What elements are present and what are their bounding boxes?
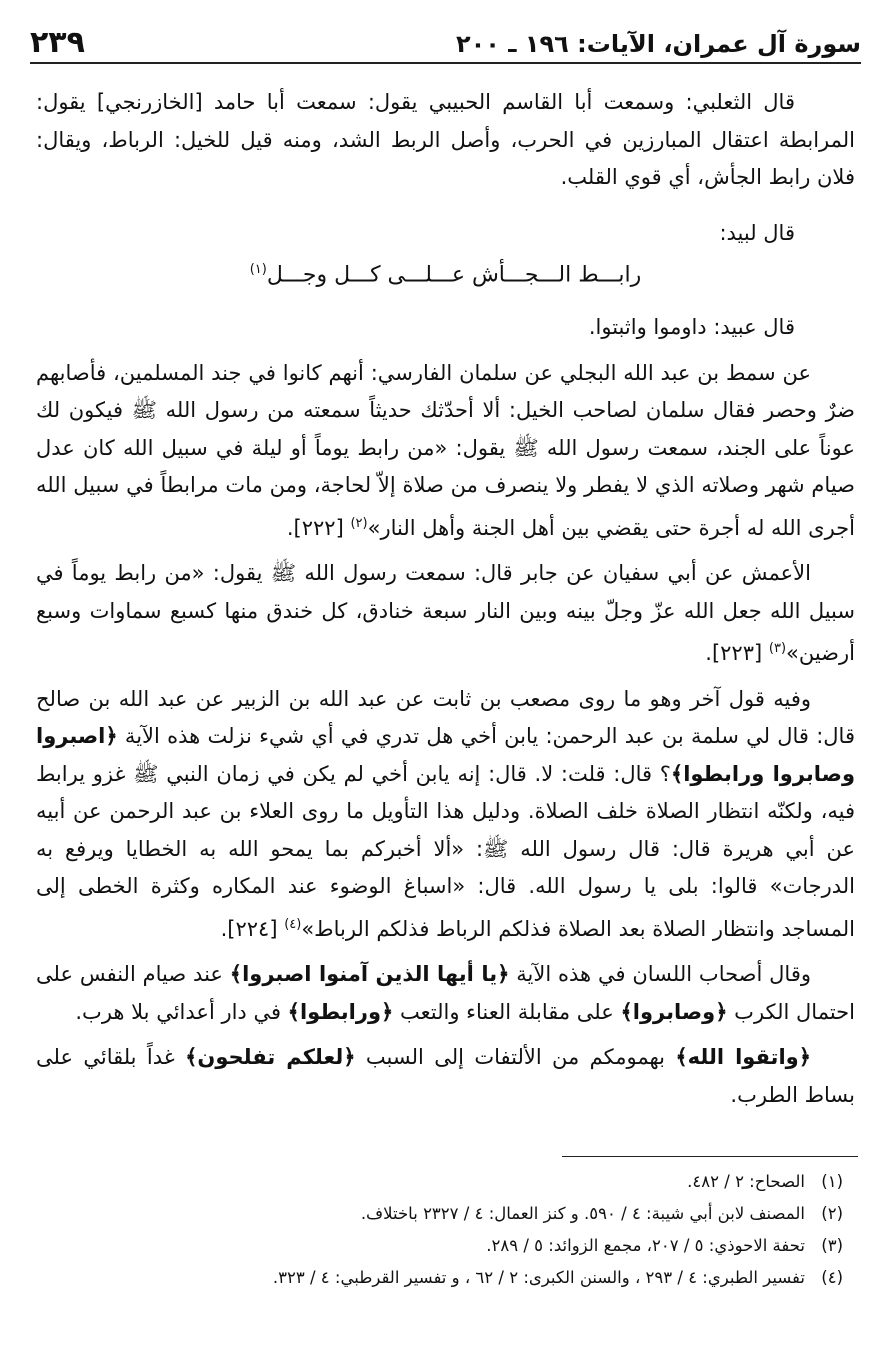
poem-line: رابـــط الـــجـــأش عـــلـــى كـــل وجـــل <box>266 262 642 288</box>
text-segment: عند صيام النفس على احتمال الكرب <box>36 962 855 1024</box>
footnote-ref-2: (٢) <box>350 515 368 531</box>
running-title: سورة آل عمران، الآيات: ١٩٦ ـ ٢٠٠ <box>455 30 861 58</box>
paragraph-musab <box>36 681 855 949</box>
footnote-text: المصنف لابن أبي شيبة: ٤ / ٥٩٠. و كنز العمال: ٤ / ٢٣٢٧ باختلاف. <box>360 1204 805 1223</box>
footnote-ref-3: (٣) <box>768 641 787 657</box>
paragraph-lisan <box>36 956 855 1031</box>
hadith-number-224: [٢٢٤]. <box>220 916 285 941</box>
paragraph-thalabi: قال الثعلبي: وسمعت أبا القاسم الحبيبي يقول: سمعت أبا حامد [الخازرنجي] يقول: المرابطة اعتقال المبارزين في الحرب، وأصل الربط الشد، ومنه قيل للخيل: الرباط، ويقال: فلان رابط الجأش، أي قوي القلب. <box>36 90 855 189</box>
footnote-item <box>40 1230 843 1262</box>
page-header <box>30 14 861 64</box>
footnotes <box>40 1166 843 1294</box>
footnote-ref-4: (٤) <box>284 916 302 932</box>
hadith-number-222: [٢٢٢]. <box>286 515 351 540</box>
quran-quote-6: ﴿لعلكم تفلحون﴾ <box>185 1045 356 1070</box>
footnote-item <box>40 1198 843 1230</box>
text-segment: وقال أصحاب اللسان في هذه الآية <box>509 962 811 987</box>
poem-intro: قال لبيد: <box>719 220 795 245</box>
footnote-number: (٣) <box>821 1236 843 1255</box>
quran-quote-4: ﴿ورابطوا﴾ <box>287 999 394 1024</box>
paragraph-musab-text-a: وفيه قول آخر وهو ما روى مصعب بن ثابت عن عبد الله بن الزبير عن عبد الله بن صالح قال: قال لي سلمة بن عبد الرحمن: يابن أخي هل تدري في أي شيء نزلت هذه الآية <box>36 686 855 749</box>
paragraph-jabir-text: الأعمش عن أبي سفيان عن جابر قال: سمعت رسول الله ﷺ يقول: «من رابط يوماً في سبيل الله جعل الله عزّ وجلّ بينه وبين النار سبعة خنادق، كل خندق منها كسبع سماوات وسبع أرضين» <box>36 561 855 666</box>
footnote-separator <box>562 1156 858 1157</box>
footnote-number: (١) <box>821 1172 843 1191</box>
footnote-number: (٢) <box>821 1204 843 1223</box>
paragraph-musab-text-c: ؟ قال: قلت: لا. قال: إنه يابن أخي لم يكن في زمان النبي ﷺ غزو يرابط فيه، ولكنّه انتظار الصلاة خلف الصلاة. ودليل هذا التأويل ما روى العلاء بن عبد الرحمن عن أبيه عن أبي هريرة قال: قال رسول الله ﷺ: «ألا أخبركم بما يمحو الله به الخطايا ويرفع به الدرجات» قالوا: بلى يا رسول الله. قال: «اسباغ الوضوء عند المكاره وكثرة الخطى إلى المساجد وانتظار الصلاة بعد الصلاة فذلكم الرباط فذلكم الرباط» <box>36 761 855 941</box>
paragraph-salman-text: عن سمط بن عبد الله البجلي عن سلمان الفارسي: أنهم كانوا في جند المسلمين، فأصابهم ضرٌ وحصر فقال سلمان لصاحب الخيل: ألا أحدّثك حديثاً سمعته من رسول الله ﷺ فيكون لك عوناً على الجند، سمعت رسول الله ﷺ يقول: «من رابط يوماً أو ليلة في سبيل الله كان عدل صيام شهر وصلاته الذي لا يفطر ولا ينصرف من صلاة إلاّ لحاجة، ومن مات مرابطاً في سبيل الله أجرى الله له أجرة حتى يقضي بين أهل الجنة وأهل النار» <box>36 360 855 540</box>
footnote-item <box>40 1166 843 1198</box>
quran-quote-1: ﴿اصبروا وصابروا ورابطوا﴾ <box>36 724 856 786</box>
quran-quote-5: ﴿واتقوا الله﴾ <box>675 1045 812 1070</box>
text-segment: على مقابلة العناء والتعب <box>393 999 621 1024</box>
footnote-text: تحفة الاحوذي: ٥ / ٢٠٧، مجمع الزوائد: ٥ / ٢٨٩. <box>486 1236 805 1255</box>
footnote-ref-1: (١) <box>249 262 267 277</box>
footnote-number: (٤) <box>821 1268 843 1287</box>
main-text <box>36 84 855 1122</box>
paragraph-salman <box>36 355 855 548</box>
quran-quote-2: ﴿يا أيها الذين آمنوا اصبروا﴾ <box>229 962 510 987</box>
text-segment: في دار أعدائي بلا هرب. <box>75 999 288 1024</box>
paragraph-ubaid: قال عبيد: داوموا واثبتوا. <box>588 315 795 340</box>
poem-verse <box>36 252 855 293</box>
footnote-item <box>40 1262 843 1294</box>
text-segment: غداً بلقائي على بساط الطرب. <box>36 1045 855 1107</box>
text-segment: بهمومكم من الألتفات إلى السبب <box>355 1045 676 1070</box>
paragraph-jabir <box>36 555 855 673</box>
footnote-text: الصحاح: ٢ / ٤٨٢. <box>687 1172 805 1191</box>
paragraph-ittaqu <box>36 1039 855 1114</box>
footnote-text: تفسير الطبري: ٤ / ٢٩٣ ، والسنن الكبرى: ٢ / ٦٢ ، و تفسير القرطبي: ٤ / ٣٢٣. <box>272 1268 805 1287</box>
page-number: ٢٣٩ <box>30 25 85 60</box>
hadith-number-223: [٢٢٣]. <box>705 641 769 666</box>
quran-quote-3: ﴿وصابروا﴾ <box>620 999 728 1024</box>
